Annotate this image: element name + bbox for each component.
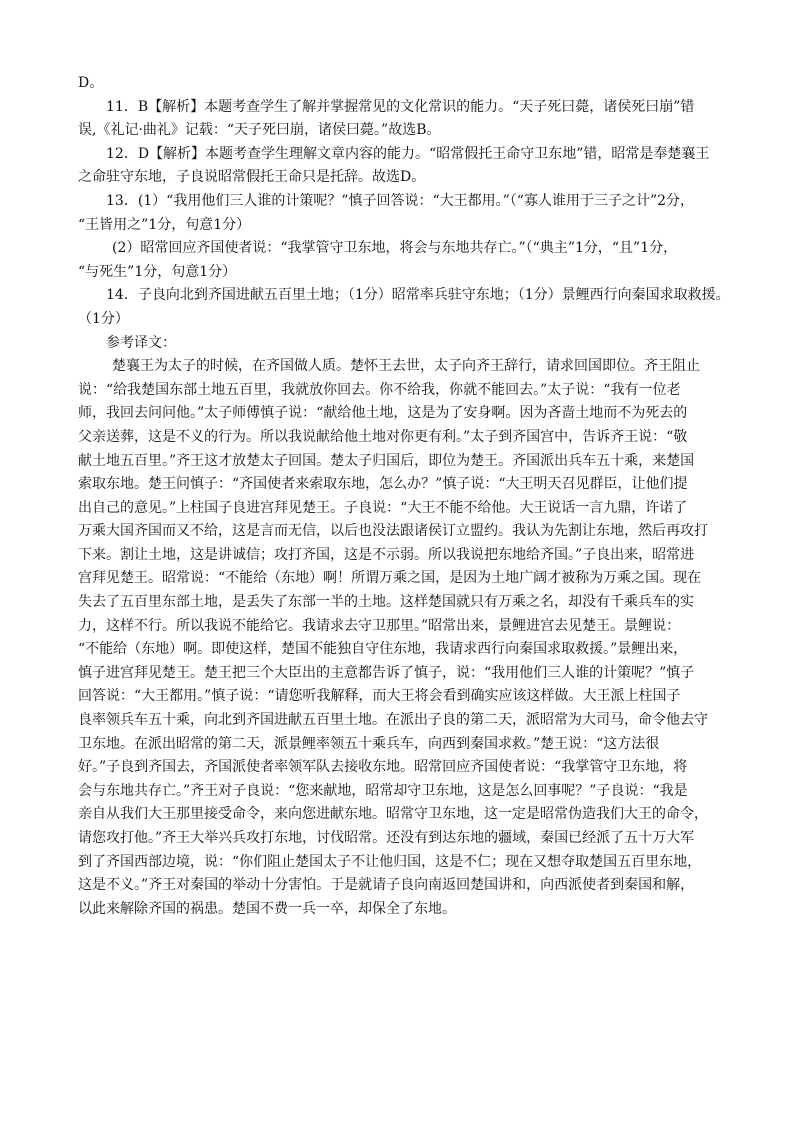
translation-line: 父亲送葬，这是不义的行为。所以我说献给他土地对你更有利。”太子到齐国宫中，告诉齐王说：“敬 xyxy=(78,428,688,445)
answer-line: D。 xyxy=(78,75,104,91)
translation-line: 献土地五百里。”齐王这才放楚太子回国。楚太子归国后，即位为楚王。齐国派出兵车五十乘，来楚国 xyxy=(78,452,695,469)
translation-line: 失去了五百里东部土地，是丢失了东部一半的土地。这样楚国就只有万乘之名，却没有千乘兵车的实 xyxy=(78,594,694,611)
translation-line: 回答说：“大王都用。”慎子说：“请您听我解释，而大王将会看到确实应该这样做。大王派上柱国子 xyxy=(78,688,681,705)
translation-line: 好。”子良到齐国去，齐国派使者率领军队去接收东地。昭常回应齐国使者说：“我掌管守卫东地，将 xyxy=(78,759,688,776)
translation-line: 良率领兵车五十乘，向北到齐国进献五百里土地。在派出子良的第二天，派昭常为大司马，命令他去守 xyxy=(78,712,708,729)
translation-line: 索取东地。楚王问慎子：“齐国使者来索取东地，怎么办？”慎子说：“大王明天召见群臣，让他们提 xyxy=(78,476,688,493)
answer-13-1-cont: “王皆用之”1分，句意1分） xyxy=(78,216,251,233)
answer-14-cont: （1分） xyxy=(78,310,129,327)
answer-13-2-cont: “与死生”1分，句意1分） xyxy=(78,263,237,280)
answer-11-cont: 误,《礼记·曲礼》记载：“天子死曰崩，诸侯曰薨。”故选B。 xyxy=(78,122,441,139)
document-page xyxy=(78,72,738,921)
translation-line: 万乘大国齐国而又不给，这是言而无信，以后也没法跟诸侯订立盟约。我认为先割让东地，然后再攻打 xyxy=(78,523,708,540)
translation-line: 出自己的意见。”上柱国子良进宫拜见楚王。子良说：“大王不能不给他。大王说话一言九鼎，许诺了 xyxy=(78,499,688,516)
translation-line: 师，我回去问问他。”太子师傅慎子说：“献给他土地，这是为了安身啊。因为吝啬土地而不为死去的 xyxy=(78,405,688,422)
translation-heading: 参考译文： xyxy=(106,334,176,351)
translation-line: 力，这样不行。所以我说不能给它。我请求去守卫那里。”昭常出来，景鲤进宫去见楚王。景鲤说： xyxy=(78,617,681,634)
translation-line: 说：“给我楚国东部土地五百里，我就放你回去。你不给我，你就不能回去。”太子说：“我有一位老 xyxy=(78,381,681,398)
translation-line: 到了齐国西部边境，说：“你们阻止楚国太子不让他归国，这是不仁；现在又想夺取楚国五百里东地， xyxy=(78,853,702,870)
translation-line: 请您攻打他。”齐王大举兴兵攻打东地，讨伐昭常。还没有到达东地的疆域，秦国已经派了五十万大军 xyxy=(78,830,695,846)
translation-line: 楚襄王为太子的时候，在齐国做人质。楚怀王去世，太子向齐王辞行，请求回国即位。齐王阻止 xyxy=(112,358,700,375)
translation-line: 宫拜见楚王。昭常说：“不能给（东地）啊！所谓万乘之国，是因为土地广阔才被称为万乘之国。现在 xyxy=(78,570,702,587)
translation-line: 慎子进宫拜见楚王。楚王把三个大臣出的主意都告诉了慎子，说：“我用他们三人谁的计策呢？”慎子 xyxy=(78,664,695,681)
answer-12: 12．D【解析】本题考查学生理解文章内容的能力。“昭常假托王命守卫东地”错，昭常是奉楚襄王 xyxy=(106,145,710,162)
answer-13-1: 13．(1）“我用他们三人谁的计策呢？”慎子回答说：“大王都用。”（“寡人谁用于三子之计”2分， xyxy=(106,192,695,209)
translation-line: 会与东地共存亡。”齐王对子良说：“您来献地，昭常却守卫东地，这是怎么回事呢？”子良说：“我是 xyxy=(78,782,688,799)
translation-line: 卫东地。在派出昭常的第二天，派景鲤率领五十乘兵车，向西到秦国求救。”楚王说：“这方法很 xyxy=(78,735,660,752)
answer-12-cont: 之命驻守东地，子良说昭常假托王命只是托辞。故选D。 xyxy=(78,169,426,186)
translation-line: 下来。割让土地，这是讲诚信；攻打齐国，这是不示弱。所以我说把东地给齐国。”子良出来，昭常进 xyxy=(78,546,695,563)
translation-line: 以此来解除齐国的祸患。楚国不费一兵一卒，却保全了东地。 xyxy=(78,900,456,917)
answer-13-2: (2）昭常回应齐国使者说：“我掌管守卫东地，将会与东地共存亡。”（“典主”1分，“且”1分， xyxy=(112,240,678,257)
translation-line: “不能给（东地）啊。即使这样，楚国不能独自守住东地，我请求西行向秦国求取救援。”景鲤出来， xyxy=(78,641,688,658)
answer-14: 14．子良向北到齐国进献五百里土地；（1分）昭常率兵驻守东地；（1分）景鲤西行向秦国求取救援。 xyxy=(106,287,730,304)
translation-line: 这是不义。”齐王对秦国的举动十分害怕。于是就请子良向南返回楚国讲和，向西派使者到秦国和解， xyxy=(78,877,695,894)
answer-11: 11．B【解析】本题考查学生了解并掌握常见的文化常识的能力。“天子死曰薨，诸侯死曰崩”错 xyxy=(106,98,695,115)
translation-line: 亲自从我们大王那里接受命令，来向您进献东地。昭常守卫东地，这一定是昭常伪造我们大王的命令， xyxy=(78,806,708,823)
